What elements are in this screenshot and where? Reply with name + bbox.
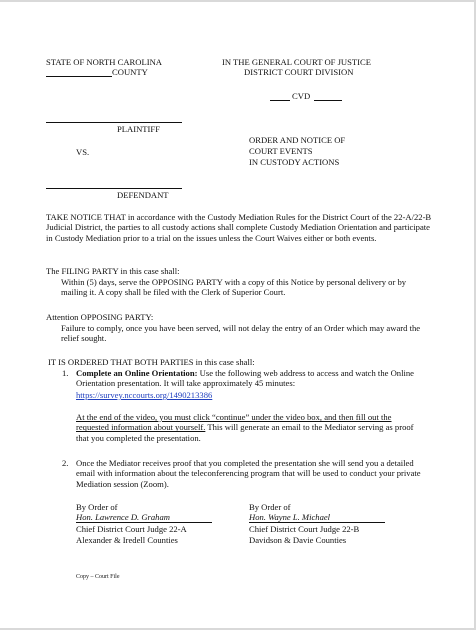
- court-line-2: DISTRICT COURT DIVISION: [244, 67, 354, 77]
- defendant-label: DEFENDANT: [117, 190, 169, 200]
- sig-b-name: Hon. Wayne L. Michael: [249, 512, 331, 522]
- orientation-link[interactable]: https://survey.nccourts.org/1490213386: [76, 390, 213, 400]
- vs-label: VS.: [76, 147, 90, 157]
- item-1-underlined: At the end of the video, you must click “continue” under the video box, and then fill out the requested information about yourself.: [76, 412, 392, 433]
- opposing-body: Failure to comply, once you have been served, will not delay the entry of an Order which may award the relief sought.: [61, 323, 421, 344]
- defendant-blank: [46, 188, 182, 189]
- sig-a-by-order: By Order of: [76, 502, 118, 512]
- plaintiff-blank: [46, 122, 182, 123]
- sig-a-title: Chief District Court Judge 22-A: [76, 524, 187, 534]
- sig-a-counties: Alexander & Iredell Counties: [76, 535, 178, 545]
- county-label: COUNTY: [112, 67, 148, 77]
- item-2-number: 2.: [62, 458, 69, 468]
- sig-b-by-order: By Order of: [249, 502, 291, 512]
- court-line-1: IN THE GENERAL COURT OF JUSTICE: [222, 57, 372, 67]
- filing-body: Within (5) days, serve the OPPOSING PARTY with a copy of this Notice by personal delivery or by mailing it. A copy shall be filed with the Clerk of Superior Court.: [61, 277, 407, 298]
- cvd-label: CVD: [292, 91, 311, 101]
- item-1-text: [76, 368, 422, 389]
- opposing-heading: Attention OPPOSING PARTY:: [46, 312, 154, 322]
- item-1-title: Complete an Online Orientation:: [76, 368, 198, 378]
- title-line-1: ORDER AND NOTICE OF: [249, 135, 346, 145]
- sig-b-counties: Davidson & Davie Counties: [249, 535, 347, 545]
- item-1-body: Use the following web address to access and watch the Online Orientation presentation. It will take approximately 45 minutes:: [76, 368, 414, 389]
- filing-heading: The FILING PARTY in this case shall:: [46, 266, 180, 276]
- sig-b-line: [249, 522, 385, 523]
- item-1-instructions: [76, 412, 422, 443]
- state-line: STATE OF NORTH CAROLINA: [46, 57, 163, 67]
- sig-a-name: Hon. Lawrence D. Graham: [76, 512, 170, 522]
- cvd-blank-left: [270, 100, 290, 101]
- notice-intro: TAKE NOTICE THAT in accordance with the Custody Mediation Rules for the District Court of the 22-A/22-B Judicial District, the parties to all custody actions shall complete Custody Mediation Orientation and participate in Custody Mediation prior to a trial on the issues unless the Court Waives either or both events.: [46, 212, 432, 243]
- county-blank: [46, 76, 112, 77]
- title-line-2: COURT EVENTS: [249, 146, 313, 156]
- ordered-heading: IT IS ORDERED THAT BOTH PARTIES in this case shall:: [48, 357, 255, 367]
- title-line-3: IN CUSTODY ACTIONS: [249, 157, 340, 167]
- item-1-number: 1.: [62, 368, 69, 378]
- sig-b-title: Chief District Court Judge 22-B: [249, 524, 360, 534]
- sig-a-line: [76, 522, 212, 523]
- cvd-blank-right: [314, 100, 342, 101]
- footer-copy: Copy – Court File: [76, 574, 120, 580]
- item-1-after: This will generate an email to the Mediator serving as proof that you completed the presentation.: [76, 422, 414, 443]
- plaintiff-label: PLAINTIFF: [117, 124, 160, 134]
- page-edge-top: [0, 0, 476, 2]
- item-2-text: Once the Mediator receives proof that you completed the presentation she will send you a detailed email with information about the teleconferencing program that will be used to conduct your private Mediation session (Zoom).: [76, 458, 421, 489]
